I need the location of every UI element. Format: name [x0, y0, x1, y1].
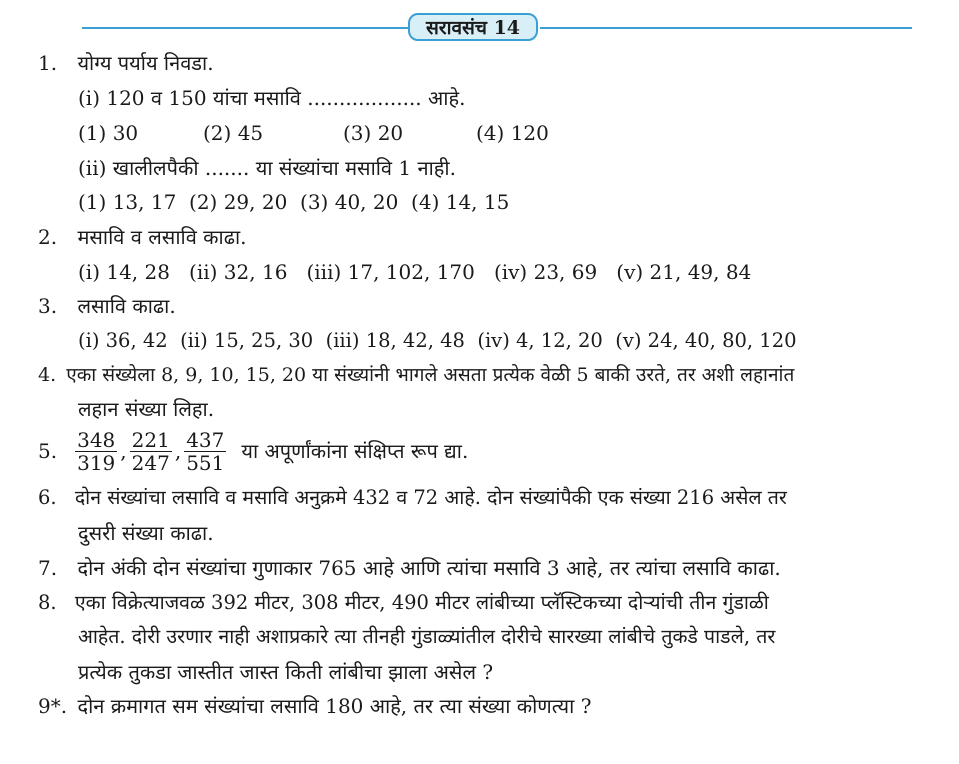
question-8-continued: प्रत्येक तुकडा जास्तीत जास्त किती लांबीचा झाला असेल ?: [78, 660, 494, 684]
question-text: दोन अंकी दोन संख्यांचा गुणाकार 765 आहे आणि त्यांचा मसावि 3 आहे, तर त्यांचा लसावि काढा.: [77, 556, 781, 580]
question-2-parts: (i) 14, 28 (ii) 32, 16 (iii) 17, 102, 170 (iv) 23, 69 (v) 21, 49, 84: [78, 260, 752, 284]
question-1-part-ii: (ii) खालीलपैकी ....... या संख्यांचा मसावि 1 नाही.: [78, 156, 456, 180]
question-text: दोन संख्यांचा लसावि व मसावि अनुक्रमे 432 व 72 आहे. दोन संख्यांपैकी एक संख्या 216 असेल तर: [74, 486, 787, 509]
option-4: (4) 120: [476, 121, 549, 145]
option-1: (1) 30: [78, 121, 139, 145]
question-4-continued: लहान संख्या लिहा.: [78, 397, 215, 421]
question-text: दोन क्रमागत सम संख्यांचा लसावि 180 आहे, तर त्या संख्या कोणत्या ?: [77, 694, 592, 718]
question-number: 6.: [38, 486, 57, 509]
question-number: 2.: [38, 225, 58, 249]
question-text: लसावि काढा.: [77, 294, 176, 318]
question-8-continued: आहेत. दोरी उरणार नाही अशाप्रकारे त्या तीनही गुंडाळ्यांतील दोरीचे सारख्या लांबीचे तुकडे पाडले, तर: [78, 625, 776, 648]
option-2: (2) 45: [203, 121, 264, 145]
title-rule-left: [82, 27, 409, 29]
question-6-continued: दुसरी संख्या काढा.: [78, 521, 214, 545]
numerator: 348: [77, 427, 116, 452]
denominator: 247: [131, 450, 170, 475]
numerator: 437: [186, 427, 225, 452]
title-rule-right: [540, 27, 912, 29]
question-number: 8.: [38, 591, 57, 614]
question-text: मसावि व लसावि काढा.: [77, 225, 247, 249]
option-3: (3) 20: [343, 121, 404, 145]
denominator: 319: [77, 450, 116, 475]
question-text: या अपूर्णांकांना संक्षिप्त रूप द्या.: [241, 439, 469, 463]
fraction-1: [75, 429, 117, 474]
question-number: 4.: [38, 364, 57, 386]
comma: ,: [174, 439, 182, 463]
question-text: एका विक्रेत्याजवळ 392 मीटर, 308 मीटर, 490 मीटर लांबीच्या प्लॅस्टिकच्या दोऱ्यांची तीन गुंडाळी: [74, 591, 769, 614]
question-1-part-ii-options: (1) 13, 17 (2) 29, 20 (3) 40, 20 (4) 14, 15: [78, 190, 510, 214]
question-3: [38, 293, 176, 319]
comma: ,: [120, 439, 127, 463]
fraction-2: [130, 429, 172, 474]
question-number: 9*.: [38, 694, 68, 718]
question-5: [38, 427, 468, 475]
exercise-set-title: सरावसंच 14: [408, 13, 538, 41]
question-2: [38, 224, 247, 250]
question-text: एका संख्येला 8, 9, 10, 15, 20 या संख्यांनी भागले असता प्रत्येक वेळी 5 बाकी उरते, तर अशी लहानांत: [66, 364, 795, 386]
question-number: 5.: [38, 439, 58, 463]
question-6: [38, 485, 787, 511]
question-number: 7.: [38, 556, 58, 580]
question-9: [38, 693, 591, 719]
fraction-3: [184, 429, 226, 474]
question-text: योग्य पर्याय निवडा.: [77, 51, 214, 75]
question-8: [38, 590, 769, 616]
question-1-part-i: (i) 120 व 150 यांचा मसावि .................. आहे.: [78, 86, 466, 110]
question-7: [38, 555, 781, 581]
question-1: [38, 50, 214, 76]
denominator: 551: [186, 450, 225, 475]
question-3-parts: (i) 36, 42 (ii) 15, 25, 30 (iii) 18, 42, 48 (iv) 4, 12, 20 (v) 24, 40, 80, 120: [78, 329, 797, 352]
question-number: 3.: [38, 294, 58, 318]
question-number: 1.: [38, 51, 58, 75]
question-4: [38, 362, 794, 388]
numerator: 221: [131, 427, 170, 452]
